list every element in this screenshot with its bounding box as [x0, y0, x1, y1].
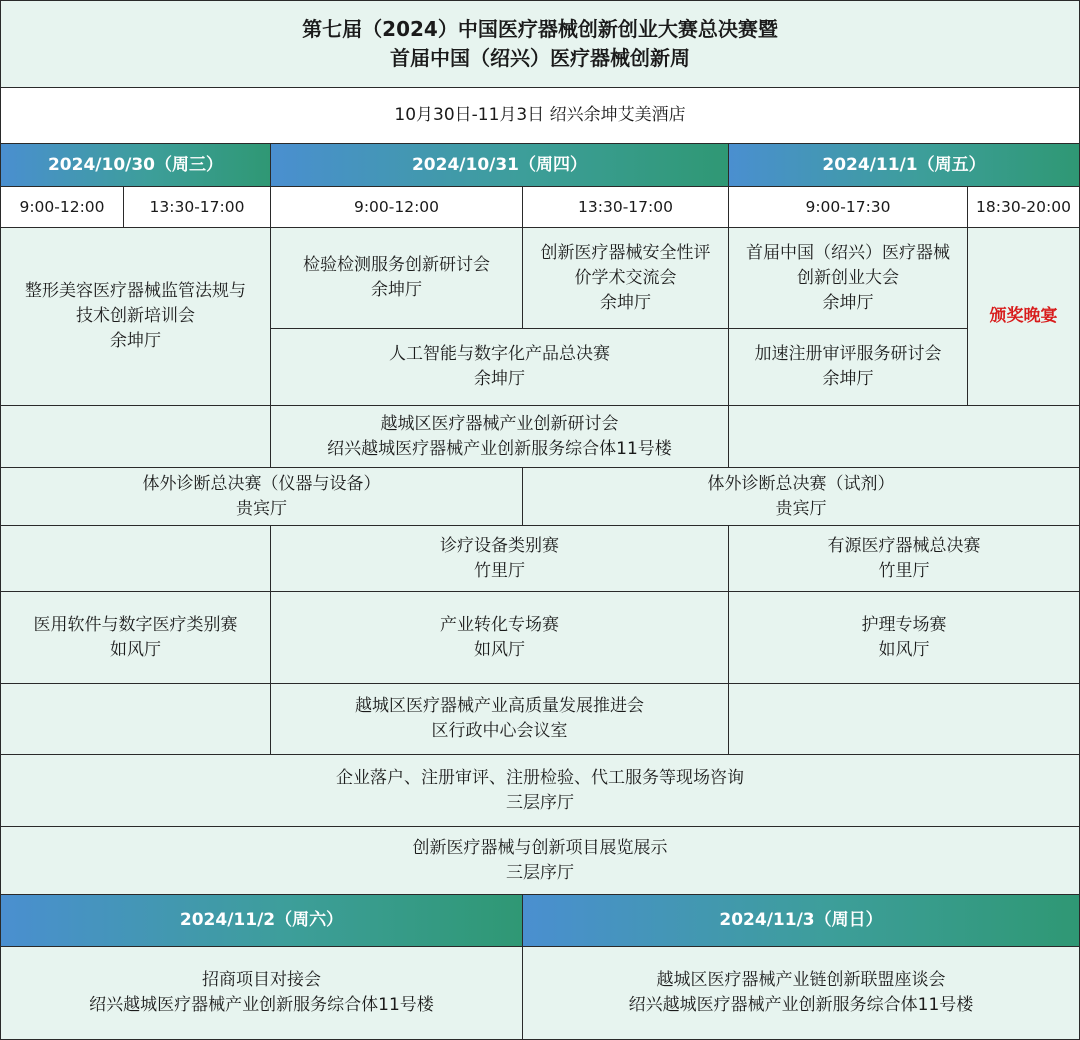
event-cell: 护理专场赛 如风厅 — [729, 592, 1080, 684]
event-cell: 诊疗设备类别赛 竹里厅 — [271, 526, 729, 592]
event-cell: 首届中国（绍兴）医疗器械 创新创业大会 余坤厅 — [729, 228, 968, 329]
time-slot: 9:00-17:30 — [729, 187, 968, 228]
award-dinner-label: 颁奖晚宴 — [989, 306, 1058, 326]
time-slot: 9:00-12:00 — [0, 187, 124, 228]
event-cell: 越城区医疗器械产业创新研讨会 绍兴越城医疗器械产业创新服务综合体11号楼 — [271, 406, 729, 468]
event-cell: 招商项目对接会 绍兴越城医疗器械产业创新服务综合体11号楼 — [0, 947, 523, 1040]
subtitle: 10月30日-11月3日 绍兴余坤艾美酒店 — [394, 105, 686, 125]
day-header-1031: 2024/10/31（周四） — [271, 144, 729, 187]
day-header-1101: 2024/11/1（周五） — [729, 144, 1080, 187]
empty-cell — [0, 526, 271, 592]
event-cell: 越城区医疗器械产业高质量发展推进会 区行政中心会议室 — [271, 684, 729, 755]
event-cell: 整形美容医疗器械监管法规与 技术创新培训会 余坤厅 — [0, 228, 271, 406]
empty-cell — [0, 406, 271, 468]
event-cell: 人工智能与数字化产品总决赛 余坤厅 — [271, 329, 729, 406]
empty-cell — [729, 684, 1080, 755]
time-slot: 13:30-17:00 — [523, 187, 729, 228]
title-cell — [0, 0, 1080, 88]
day-header-1030: 2024/10/30（周三） — [0, 144, 271, 187]
time-slot: 18:30-20:00 — [968, 187, 1080, 228]
event-cell: 体外诊断总决赛（试剂） 贵宾厅 — [523, 468, 1080, 526]
event-cell: 企业落户、注册审评、注册检验、代工服务等现场咨询 三层序厅 — [0, 755, 1080, 827]
subtitle-cell — [0, 88, 1080, 144]
event-cell: 创新医疗器械安全性评 价学术交流会 余坤厅 — [523, 228, 729, 329]
event-cell: 体外诊断总决赛（仪器与设备） 贵宾厅 — [0, 468, 523, 526]
title-line-2: 首届中国（绍兴）医疗器械创新周 — [390, 46, 690, 70]
day-header-1102: 2024/11/2（周六） — [0, 895, 523, 947]
event-cell: 加速注册审评服务研讨会 余坤厅 — [729, 329, 968, 406]
event-cell: 检验检测服务创新研讨会 余坤厅 — [271, 228, 523, 329]
time-slot: 13:30-17:00 — [124, 187, 271, 228]
event-cell: 创新医疗器械与创新项目展览展示 三层序厅 — [0, 827, 1080, 895]
empty-cell — [0, 684, 271, 755]
event-cell: 医用软件与数字医疗类别赛 如风厅 — [0, 592, 271, 684]
empty-cell — [729, 406, 1080, 468]
day-header-1103: 2024/11/3（周日） — [523, 895, 1080, 947]
title-line-1: 第七届（2024）中国医疗器械创新创业大赛总决赛暨 — [302, 17, 778, 41]
event-cell: 有源医疗器械总决赛 竹里厅 — [729, 526, 1080, 592]
event-cell: 越城区医疗器械产业链创新联盟座谈会 绍兴越城医疗器械产业创新服务综合体11号楼 — [523, 947, 1080, 1040]
event-cell: 产业转化专场赛 如风厅 — [271, 592, 729, 684]
award-dinner-cell — [968, 228, 1080, 406]
time-slot: 9:00-12:00 — [271, 187, 523, 228]
